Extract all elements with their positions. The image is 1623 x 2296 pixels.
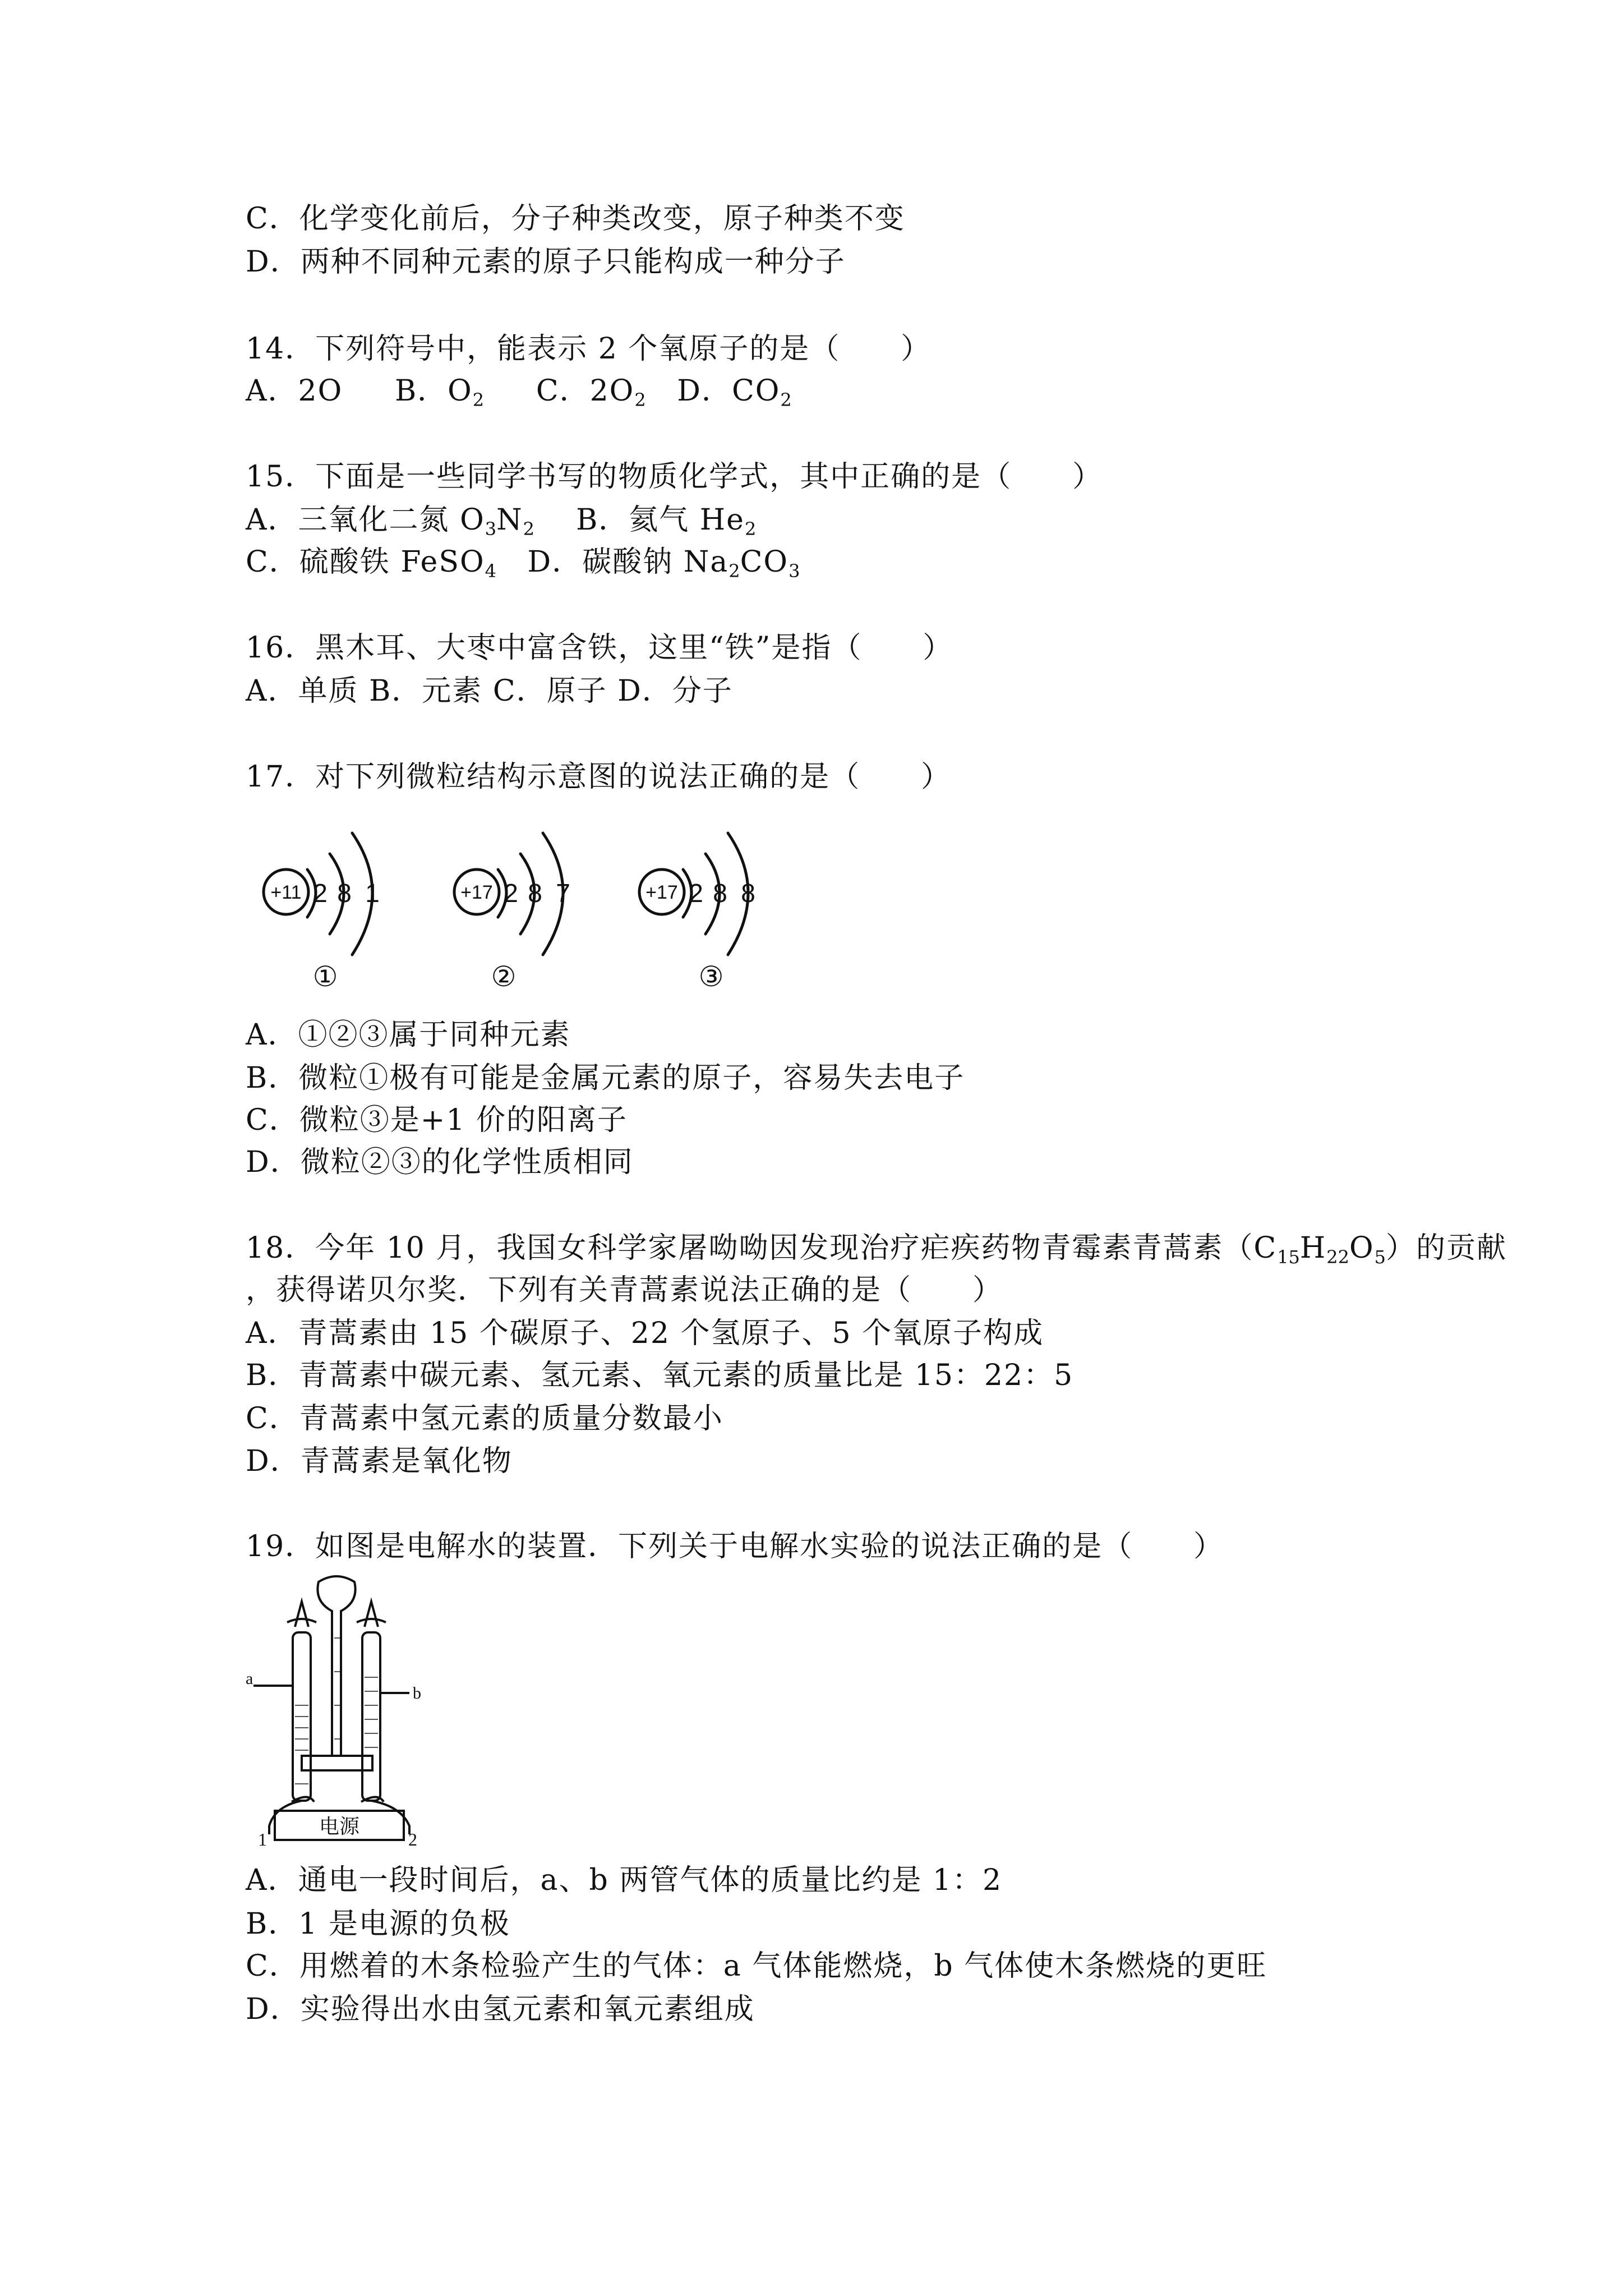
terminal-label-2: 2 xyxy=(408,1829,417,1849)
diagram-label-2: ② xyxy=(491,961,517,992)
q15-option-d: D．碳酸钠 $Na_2CO_3$ xyxy=(527,545,800,582)
q17-option-a: A．①②③属于同种元素 xyxy=(246,1018,571,1052)
q14-option-b: B．$O_2$ xyxy=(394,374,485,411)
electron-count-3-3: 8 xyxy=(741,878,755,908)
power-supply-label: 电源 xyxy=(319,1815,360,1838)
tube-b xyxy=(362,1632,380,1801)
q15-options-ab xyxy=(246,500,756,549)
electron-count-1-1: 2 xyxy=(313,878,328,908)
electron-count-3-2: 8 xyxy=(713,878,727,908)
tube-label-b: b xyxy=(413,1684,421,1703)
q15-options-cd xyxy=(246,542,800,591)
q13-option-c: C．化学变化前后，分子种类改变，原子种类不变 xyxy=(246,202,905,236)
q14-stem: 14．下列符号中，能表示 2 个氧原子的是（ ） xyxy=(246,332,932,366)
q17-option-b: B．微粒①极有可能是金属元素的原子，容易失去电子 xyxy=(246,1061,965,1095)
q18-stem-continued: ，获得诺贝尔奖．下列有关青蒿素说法正确的是（ ） xyxy=(246,1273,1003,1307)
stopcock-a xyxy=(295,1602,308,1627)
stopcock-b xyxy=(365,1602,378,1627)
q14-option-d: D．$CO_2$ xyxy=(677,374,792,411)
q17-option-c: C．微粒③是+1 价的阳离子 xyxy=(246,1103,628,1137)
q19-option-c: C．用燃着的木条检验产生的气体：a 气体能燃烧，b 气体使木条燃烧的更旺 xyxy=(246,1949,1267,1983)
q18-option-a: A．青蒿素由 15 个碳原子、22 个氢原子、5 个氧原子构成 xyxy=(246,1317,1044,1350)
terminal-label-1: 1 xyxy=(258,1829,267,1849)
q18-option-c: C．青蒿素中氢元素的质量分数最小 xyxy=(246,1402,723,1435)
atomic-structure-diagrams xyxy=(241,808,791,999)
q13-option-d: D．两种不同种元素的原子只能构成一种分子 xyxy=(246,245,846,279)
q14-option-c: C．$2O_2$ xyxy=(536,374,646,411)
electron-count-2-3: 7 xyxy=(556,878,570,908)
q19-stem: 19．如图是电解水的装置．下列关于电解水实验的说法正确的是（ ） xyxy=(246,1530,1224,1563)
q15-option-b: B．氦气 $He_2$ xyxy=(576,503,757,540)
q15-stem: 15．下面是一些同学书写的物质化学式，其中正确的是（ ） xyxy=(246,460,1103,494)
q16-stem: 16．黑木耳、大枣中富含铁，这里“铁”是指（ ） xyxy=(246,631,953,665)
reservoir-funnel xyxy=(317,1576,355,1756)
q18-option-b: B．青蒿素中碳元素、氢元素、氧元素的质量比是 15：22：5 xyxy=(246,1359,1074,1392)
q17-stem: 17．对下列微粒结构示意图的说法正确的是（ ） xyxy=(246,760,952,794)
q16-options: A．单质 B．元素 C．原子 D．分子 xyxy=(246,674,733,708)
nucleus-charge-2: +17 xyxy=(460,882,493,903)
tube-label-a: a xyxy=(246,1669,253,1688)
q14-options xyxy=(246,371,792,420)
diagram-label-3: ③ xyxy=(698,961,724,992)
electron-count-1-2: 8 xyxy=(337,878,352,908)
electrolysis-apparatus-figure xyxy=(241,1571,454,1851)
q19-option-d: D．实验得出水由氢元素和氧元素组成 xyxy=(246,1993,755,2026)
electron-count-2-1: 2 xyxy=(504,878,518,908)
q19-option-a: A．通电一段时间后，a、b 两管气体的质量比约是 1：2 xyxy=(246,1864,1003,1897)
electron-count-3-1: 2 xyxy=(689,878,703,908)
diagram-label-1: ① xyxy=(312,961,338,992)
nucleus-charge-1: +11 xyxy=(270,882,302,903)
q17-option-d: D．微粒②③的化学性质相同 xyxy=(246,1145,634,1179)
electron-count-1-3: 1 xyxy=(365,878,380,908)
q14-option-a: A．2O xyxy=(246,374,343,408)
q15-option-c: C．硫酸铁 FeSO$_4$ xyxy=(246,545,496,582)
nucleus-charge-3: +17 xyxy=(645,882,678,903)
q19-option-b: B．1 是电源的负极 xyxy=(246,1907,510,1941)
q18-stem: 18．今年 10 月，我国女科学家屠呦呦因发现治疗疟疾药物青霉素青蒿素$(C_{15}H_{22}O_5)$的贡献 xyxy=(246,1231,1507,1268)
electron-count-2-2: 8 xyxy=(528,878,542,908)
stopcock-handle-a xyxy=(287,1619,316,1622)
q15-option-a: A．三氧化二氮 $O_3N_2$ xyxy=(246,503,534,540)
q18-option-d: D．青蒿素是氧化物 xyxy=(246,1444,513,1478)
stopcock-handle-b xyxy=(357,1619,386,1622)
